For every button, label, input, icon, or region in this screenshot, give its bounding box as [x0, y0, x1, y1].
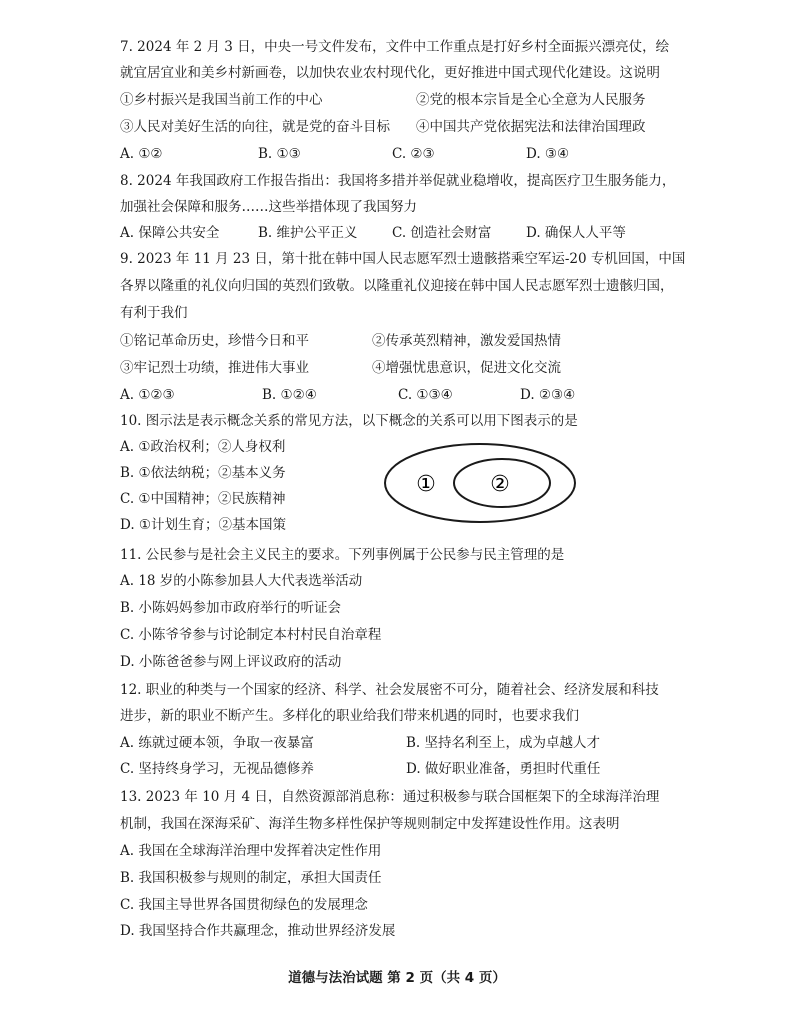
- q12-option-a: A. 练就过硬本领，争取一夜暴富: [120, 735, 314, 751]
- q9-item-2: ②传承英烈精神，激发爱国热情: [372, 333, 561, 349]
- q8-option-a: A. 保障公共安全: [120, 225, 220, 241]
- q11-option-b: B. 小陈妈妈参加市政府举行的听证会: [120, 600, 342, 616]
- q11-option-d: D. 小陈爸爸参与网上评议政府的活动: [120, 654, 342, 670]
- q10-option-d: D. ①计划生育；②基本国策: [120, 517, 287, 533]
- q10-stem: 10. 图示法是表示概念关系的常见方法，以下概念的关系可以用下图表示的是: [120, 413, 578, 429]
- outer-label: ①: [416, 472, 436, 497]
- q7-item-2: ②党的根本宗旨是全心全意为人民服务: [416, 92, 646, 108]
- q13-option-d: D. 我国坚持合作共赢理念，推动世界经济发展: [120, 923, 396, 939]
- q11-stem: 11. 公民参与是社会主义民主的要求。下列事例属于公民参与民主管理的是: [120, 547, 565, 563]
- q9-item-1: ①铭记革命历史，珍惜今日和平: [120, 333, 309, 349]
- q9-stem-line-3: 有利于我们: [120, 305, 188, 321]
- q13-stem-line-2: 机制，我国在深海采矿、海洋生物多样性保护等规则制定中发挥建设性作用。这表明: [120, 816, 620, 832]
- page-footer: 道德与法治试题 第 2 页（共 4 页）: [288, 970, 506, 986]
- q10-option-b: B. ①依法纳税；②基本义务: [120, 465, 286, 481]
- q8-option-d: D. 确保人人平等: [526, 225, 626, 241]
- q7-item-1: ①乡村振兴是我国当前工作的中心: [120, 92, 323, 108]
- q12-option-b: B. 坚持名利至上，成为卓越人才: [406, 735, 601, 751]
- q7-stem-line-1: 7. 2024 年 2 月 3 日，中央一号文件发布，文件中工作重点是打好乡村全面振兴漂亮仗，绘: [120, 39, 670, 55]
- q12-stem-line-1: 12. 职业的种类与一个国家的经济、科学、社会发展密不可分，随着社会、经济发展和科技: [120, 682, 659, 698]
- q9-item-4: ④增强忧患意识，促进文化交流: [372, 360, 561, 376]
- q13-option-c: C. 我国主导世界各国贯彻绿色的发展理念: [120, 897, 368, 913]
- q10-option-a: A. ①政治权利；②人身权利: [120, 439, 286, 455]
- q9-option-b: B. ①②④: [262, 387, 317, 403]
- q12-stem-line-2: 进步，新的职业不断产生。多样化的职业给我们带来机遇的同时，也要求我们: [120, 708, 579, 724]
- q7-option-d: D. ③④: [526, 146, 570, 162]
- outer-ellipse: [385, 444, 575, 522]
- q8-stem-line-2: 加强社会保障和服务……这些举措体现了我国努力: [120, 199, 417, 215]
- q11-option-c: C. 小陈爷爷参与讨论制定本村村民自治章程: [120, 627, 382, 643]
- q12-option-d: D. 做好职业准备，勇担时代重任: [406, 761, 601, 777]
- q9-item-3: ③牢记烈士功绩，推进伟大事业: [120, 360, 309, 376]
- q13-option-a: A. 我国在全球海洋治理中发挥着决定性作用: [120, 843, 382, 859]
- venn-diagram: [382, 441, 578, 525]
- q7-stem-line-2: 就宜居宜业和美乡村新画卷，以加快农业农村现代化，更好推进中国式现代化建设。这说明: [120, 65, 660, 81]
- q13-option-b: B. 我国积极参与规则的制定，承担大国责任: [120, 870, 382, 886]
- q8-stem-line-1: 8. 2024 年我国政府工作报告指出：我国将多措并举促就业稳增收，提高医疗卫生服务能力，: [120, 173, 676, 189]
- q7-item-4: ④中国共产党依据宪法和法律治国理政: [416, 119, 646, 135]
- q11-option-a: A. 18 岁的小陈参加县人大代表选举活动: [120, 573, 363, 589]
- q8-option-b: B. 维护公平正义: [258, 225, 358, 241]
- q9-option-d: D. ②③④: [520, 387, 576, 403]
- q9-stem-line-2: 各界以隆重的礼仪向归国的英烈们致敬。以隆重礼仪迎接在韩中国人民志愿军烈士遗骸归国，: [120, 278, 674, 294]
- q7-option-c: C. ②③: [392, 146, 435, 162]
- q8-option-c: C. 创造社会财富: [392, 225, 492, 241]
- q7-item-3: ③人民对美好生活的向往，就是党的奋斗目标: [120, 119, 390, 135]
- q10-option-c: C. ①中国精神；②民族精神: [120, 491, 286, 507]
- inner-label: ②: [490, 472, 510, 497]
- q7-option-b: B. ①③: [258, 146, 301, 162]
- q9-option-a: A. ①②③: [120, 387, 175, 403]
- q12-option-c: C. 坚持终身学习，无视品德修养: [120, 761, 314, 777]
- q9-stem-line-1: 9. 2023 年 11 月 23 日，第十批在韩中国人民志愿军烈士遗骸搭乘空军运-20 专机回国，中国: [120, 251, 686, 267]
- q9-option-c: C. ①③④: [398, 387, 453, 403]
- q13-stem-line-1: 13. 2023 年 10 月 4 日，自然资源部消息称：通过积极参与联合国框架下的全球海洋治理: [120, 789, 660, 805]
- q7-option-a: A. ①②: [120, 146, 163, 162]
